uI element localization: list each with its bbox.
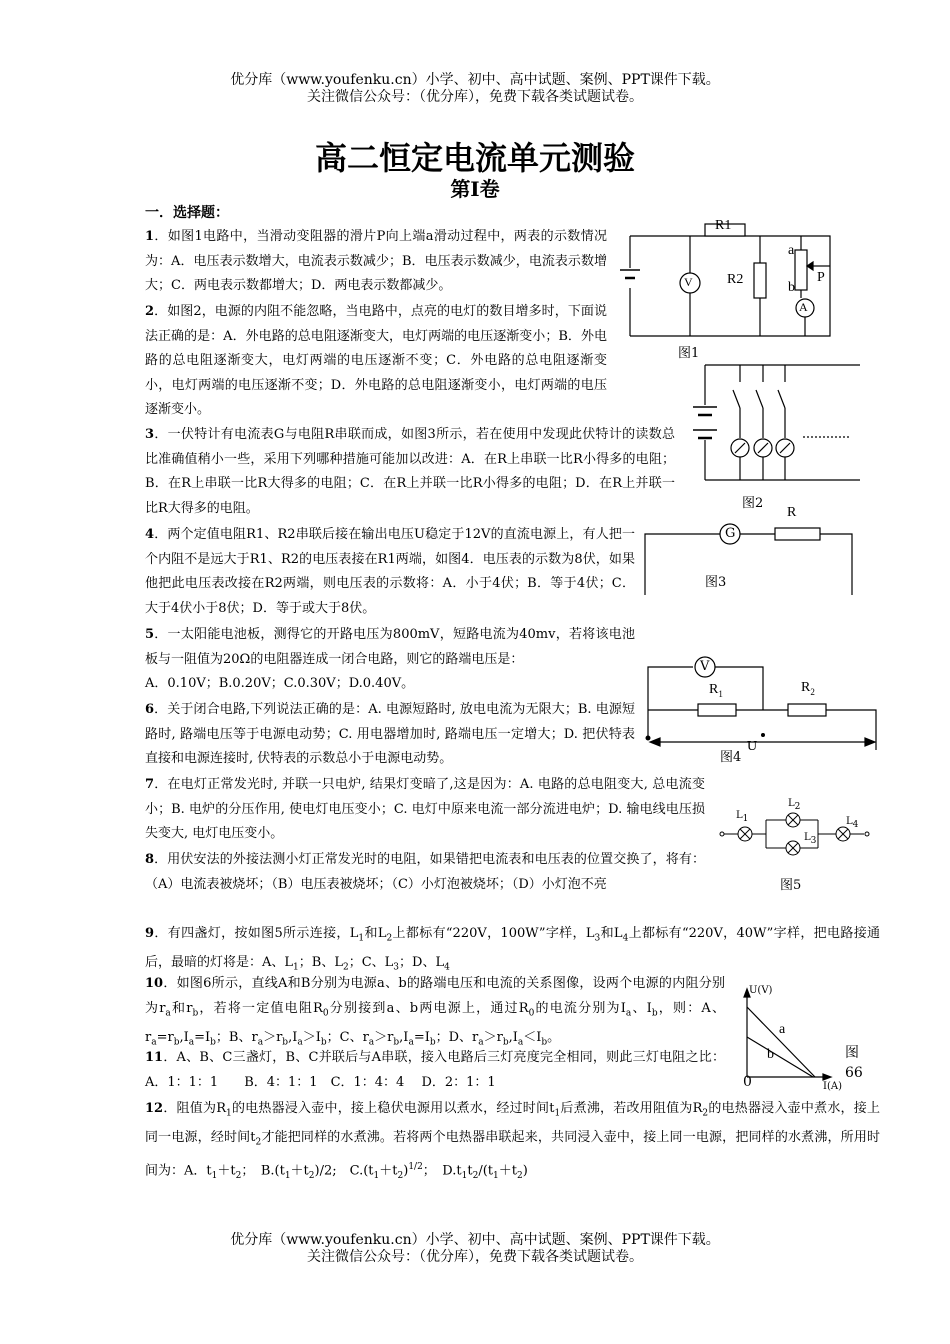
question-number: 11	[145, 1050, 164, 1065]
figure-1	[615, 218, 845, 362]
sub: 1	[293, 962, 299, 973]
q10-text: 的电流分别为I	[534, 1000, 626, 1016]
q10-text: =r	[156, 1029, 174, 1045]
question-text-2: 的电阻器连成一闭合电路，则它的路端电压是：	[250, 651, 524, 667]
q10-text: ，则：A、r	[145, 1000, 726, 1045]
q10-text: 分别接到a、b两电源上，通过R	[328, 1000, 529, 1016]
question-number: 10	[145, 976, 164, 991]
question-11	[145, 1046, 725, 1095]
q9-text: ；C、L	[348, 955, 394, 971]
question-text: ．两个定值电阻R1、R2串联后接在输出电压U稳定于12V的直流电源上，有人把一个内阻不是远大于R1、R2的电压表接在R1两端，如图4．电压表的示数为8伏，如果他把此电压表改接在R2两端，则电压表的示数将：A．小于4伏；B．等于4伏；C．大于4伏小于8伏；D．等于或大于8伏。	[145, 527, 635, 616]
q10-text: =I	[194, 1029, 211, 1045]
sub: 1	[742, 814, 749, 824]
sub: 3	[594, 933, 601, 944]
question-number: 4	[145, 527, 155, 542]
q10-text: ,I	[288, 1029, 298, 1045]
q10-text: ；D、r	[435, 1029, 479, 1045]
q12-text: ＋t	[498, 1163, 517, 1179]
question-number: 8	[145, 852, 155, 867]
q10-text: ＞r	[263, 1029, 283, 1045]
fig1-a-label: a	[788, 243, 795, 258]
ohm-symbol: Ω	[239, 651, 251, 667]
fig1-ammeter-label: A	[799, 300, 808, 314]
q12-text: 后煮沸，若改用阻值为R	[560, 1101, 703, 1116]
fig6-xlabel: I(A)	[823, 1081, 842, 1092]
fig2-caption: 图2	[742, 496, 764, 511]
fig4-r1-label: R	[709, 682, 719, 697]
q12-text: ＋t	[290, 1163, 309, 1179]
q10-text: ,I	[508, 1029, 518, 1045]
page-subtitle: 第Ⅰ卷	[450, 177, 500, 201]
sub: 1	[358, 933, 365, 944]
q12-text: 的电热器浸入壶中煮水，接上同一电源，经时间t	[145, 1101, 880, 1146]
fig1-voltmeter-label: V	[684, 275, 693, 289]
q12-text: /(t	[478, 1163, 494, 1179]
fig1-b-label: b	[788, 280, 795, 295]
fig1-caption: 图1	[678, 346, 700, 361]
question-10: 10．如图6所示，直线A和B分别为电源a、b的路端电压和电流的关系图像，设两个电源的内阻分别为$r_a$和$r_b$，若将一定值电阻$R_0$分别接到a、b两电源上，通过$R_0$的电流分别为$I_a$、$I_b$，则：A、$r_a=r_b,I_a=I_b$；B、$r_a>r_b,I_a>I_b$；C、$r_a>r_b,I_a=I_b$；D、$r_a>r_b,I_a<I_b$。	[145, 976, 726, 1048]
q12-text: )	[403, 1163, 409, 1179]
question-8	[145, 848, 705, 897]
q12-text: ＋t	[379, 1163, 398, 1179]
sub: 2	[810, 686, 815, 697]
question-number: 3	[145, 427, 155, 442]
q12-text: ＋t	[217, 1163, 236, 1179]
fig5-l3-label: L	[804, 832, 811, 843]
fig1-r2-label: R2	[727, 272, 744, 287]
fig6-ylabel: U(V)	[749, 985, 773, 996]
footer-line-1: 优分库（www.youfenku.cn）小学、初中、高中试题、案例、PPT课件下载。	[230, 1232, 720, 1248]
figure-5	[718, 798, 878, 893]
fig5-caption: 图5	[780, 878, 802, 893]
q10-text: 和r	[170, 1000, 193, 1016]
q10-text: ,I	[399, 1029, 409, 1045]
question-4	[145, 523, 635, 621]
question-number: 9	[145, 926, 155, 941]
fig4-caption: 图4	[720, 750, 742, 765]
sub: 1	[718, 688, 723, 699]
question-text: ．如图1电路中，当滑动变阻器的滑片P向上端a滑动过程中，两表的示数情况为：A．电压表示数增大，电流表示数减少；B．电压表示数减少，电流表示数增大；C．两电表示数都增大；D．两电表示数都减少。	[145, 229, 607, 294]
page-title: 高二恒定电流单元测验	[314, 139, 635, 177]
sub: 2	[342, 962, 349, 973]
figure-2	[685, 360, 865, 511]
question-12: 12．阻值为$R_1$的电热器浸入壶中，接上稳伏电源用以煮水，经过时间$t_1$后煮沸，若改用阻值为$R_2$的电热器浸入壶中煮水，接上同一电源，经时间$t_2$才能把同样的水煮沸。若将两个电热器串联起来，共同浸入壶中，接上同一电源，把同样的水煮沸，所用时间为：A．$t_1+t_2$； $B.(t_1+t_2)/2$; $C.(t_1+t_2)^{1/2}$； $D.t_1t_2/(t_1+t_2)$	[145, 1101, 880, 1182]
q10-text: 、I	[631, 1000, 652, 1016]
q9-text: 上都标有“220V，100W”字样，L	[392, 926, 595, 941]
question-number: 7	[145, 777, 155, 792]
sub: 4	[622, 933, 629, 944]
fig3-g-label: G	[725, 526, 736, 541]
q9-text: ；D、L	[399, 955, 445, 971]
sub: 2	[386, 933, 393, 944]
figure-3	[640, 505, 860, 601]
question-text: ．在电灯正常发光时, 并联一只电炉, 结果灯变暗了,这是因为：A. 电路的总电阻变大, 总电流变小；B. 电炉的分压作用, 使电灯电压变小；C. 电灯中原来电流一部分流进电炉；D. 输电线电压损失变大, 电灯电压变小。	[145, 777, 705, 842]
q9-text: ；B、L	[298, 955, 343, 971]
fig5-l4-label: L	[846, 816, 853, 827]
q10-text: ＞I	[302, 1029, 321, 1045]
fig4-voltmeter-label: V	[700, 659, 710, 674]
question-text: ．如图2，电源的内阻不能忽略，当电路中，点亮的电灯的数目增多时，下面说法正确的是：A．外电路的总电阻逐渐变大，电灯两端的电压逐渐变小；B．外电路的总电阻逐渐变大，电灯两端的电压逐渐不变；C．外电路的总电阻逐渐变小，电灯两端的电压逐渐不变；D．外电路的总电阻逐渐变小，电灯两端的电压逐渐变小。	[145, 304, 607, 418]
q10-text: ＞r	[483, 1029, 503, 1045]
q12-text: t	[467, 1163, 473, 1179]
sub: 4	[852, 820, 859, 830]
question-number: 6	[145, 702, 155, 717]
fig3-caption: 图3	[705, 575, 727, 590]
fig1-r1-label: R1	[715, 218, 732, 233]
question-options: A．0.10V；B.0.20V；C.0.30V；D.0.40V。	[145, 676, 415, 692]
q10-text: 。	[547, 1029, 561, 1045]
header-line-1: 优分库（www.youfenku.cn）小学、初中、高中试题、案例、PPT课件下载。	[230, 72, 720, 88]
sub: 3	[810, 836, 817, 846]
figure-1-circuit	[615, 218, 845, 358]
question-3	[145, 423, 675, 521]
fig3-r-label: R	[787, 505, 797, 520]
q12-text: )	[522, 1163, 528, 1179]
figure-6	[735, 985, 863, 1094]
fig6-line-a-label: a	[779, 1022, 786, 1037]
question-text: ．一太阳能电池板，测得它的开路电压为800mV，短路电流为40mv，若将该电池板与一阻值为20	[145, 627, 635, 667]
question-number: 5	[145, 627, 155, 642]
fig1-p-label: P	[817, 270, 825, 285]
sub: 3	[393, 962, 400, 973]
q10-text: ，若将一定值电阻R	[198, 1000, 323, 1016]
q10-text: ＜I	[523, 1029, 542, 1045]
question-number: 2	[145, 304, 155, 319]
question-text: ．关于闭合电路,下列说法正确的是：A. 电源短路时, 放电电流为无限大；B. 电源短路时, 路端电压等于电源电动势；C. 用电器增加时, 路端电压一定增大；D. 把伏特表直接和电源连接时, 伏特表的示数总小于电源电动势。	[145, 702, 635, 767]
fig4-r2-label: R	[801, 680, 811, 695]
q10-text: ．如图6所示，直线A和B分别为电源a、b的路端电压和电流的关系图像，设两个电源的内阻分别为r	[145, 976, 725, 1016]
fig6-line-b-label: b	[767, 1047, 774, 1062]
q10-text: ＞r	[374, 1029, 394, 1045]
q9-text: ．有四盏灯，按如图5所示连接，L	[154, 926, 359, 941]
q12-text: )/2; C.(t	[314, 1163, 374, 1179]
q10-text: ,I	[179, 1029, 189, 1045]
q9-text: 和L	[364, 926, 387, 941]
question-2-body	[145, 300, 685, 423]
figure-4-circuit	[643, 650, 883, 765]
q10-text: =I	[413, 1029, 430, 1045]
question-text: ．A、B、C三盏灯，B、C并联后与A串联，接入电路后三灯亮度完全相同，则此三灯电阻之比：A．1：1：1 B．4：1：1 C．1：4：4 D．2：1：1	[145, 1050, 725, 1090]
fig6-origin: 0	[743, 1074, 752, 1090]
fig6-caption: 图66	[845, 1045, 863, 1081]
q12-text: ； B.(t	[241, 1163, 285, 1179]
question-7	[145, 773, 705, 847]
figure-3-circuit	[640, 505, 860, 597]
question-text: ．用伏安法的外接法测小灯正常发光时的电阻，如果错把电流表和电压表的位置交换了，将有：（A）电流表被烧坏；（B）电压表被烧坏；（C）小灯泡被烧坏；（D）小灯泡不亮	[145, 852, 705, 892]
fig5-l2-label: L	[788, 798, 795, 809]
sub: 2	[794, 802, 801, 812]
header-line-2: 关注微信公众号：（优分库），免费下载各类试题试卷。	[307, 89, 643, 105]
question-text: ．一伏特计有电流表G与电阻R串联而成，如图3所示，若在使用中发现此伏特计的读数总比准确值稍小一些，采用下列哪种措施可能加以改进：A．在R上串联一比R小得多的电阻；B．在R上串联一比R大得多的电阻；C．在R上并联一比R小得多的电阻；D．在R上并联一比R大得多的电阻。	[145, 427, 675, 516]
figure-4	[643, 650, 883, 769]
q10-text: ；B、r	[215, 1029, 258, 1045]
q12-text: ； D.t	[422, 1163, 462, 1179]
footer-line-2: 关注微信公众号：（优分库），免费下载各类试题试卷。	[307, 1249, 643, 1265]
question-6	[145, 698, 635, 772]
figure-2-circuit	[685, 360, 865, 490]
question-number: 12	[145, 1101, 164, 1116]
question-5	[145, 623, 635, 697]
question-number: 1	[145, 229, 155, 244]
fig5-l1-label: L	[736, 810, 743, 821]
fig4-u-label: U	[747, 739, 758, 754]
q12-text: ．阻值为R	[163, 1101, 226, 1116]
q12-text: 才能把同样的水煮沸。若将两个电热器串联起来，共同浸入壶中，接上同一电源，把同样的水煮沸，所用时间为：A．t	[145, 1130, 880, 1179]
sub: 4	[444, 962, 450, 973]
question-1	[145, 225, 607, 299]
q12-text: 的电热器浸入壶中，接上稳伏电源用以煮水，经过时间t	[231, 1101, 555, 1116]
section-heading: 一．选择题：	[145, 205, 229, 221]
q10-text: ；C、r	[326, 1029, 369, 1045]
q9-text: 和L	[600, 926, 623, 941]
q9-text: 上都标有“220V，40W”字样，把电路接通后，最暗的灯将是：A、L	[145, 926, 881, 971]
